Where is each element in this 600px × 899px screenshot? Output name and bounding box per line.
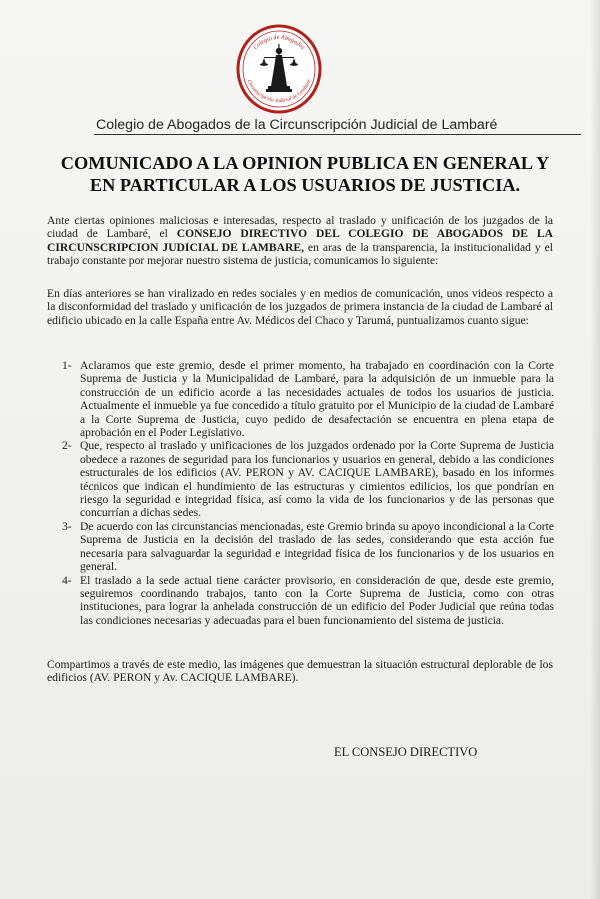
list-item-number: 2- bbox=[62, 439, 72, 453]
list-item-number: 4- bbox=[62, 573, 72, 587]
list-item-number: 1- bbox=[62, 359, 72, 372]
points-list bbox=[62, 359, 554, 627]
list-item-text: El traslado a la sede actual tiene carácter provisorio, en consideración de que, desde este gremio, seguiremos coordinando trabajos, tanto con la Corte Suprema de Justicia, como con otras instituciones, para lograr la anhelada construcción de un edificio del Poder Judicial que reúna todas las condiciones necesarias y adecuadas para el buen funcionamiento del sistema de justicia. bbox=[80, 573, 554, 627]
title-line-1: COMUNICADO A LA OPINION PUBLICA EN GENERAL Y bbox=[60, 153, 550, 173]
logo-text-bottom: Circunscripción Judicial de Lambaré bbox=[245, 78, 313, 105]
document-title bbox=[50, 152, 560, 196]
list-item-number: 3- bbox=[62, 519, 72, 533]
list-item bbox=[62, 520, 554, 574]
organization-name: Colegio de Abogados de la Circunscripción Judicial de Lambaré bbox=[96, 117, 498, 133]
list-item-text: Que, respecto al traslado y unificaciones de los juzgados ordenado por la Corte Suprema de Justicia obedece a razones de seguridad para los funcionarios y usuarios en general, debido a las condiciones estructurales de los edificios (AV. PERON y AV. CACIQUE LAMBARE), basado en los informes técnicos que indican el hundimiento de las estructuras y cimientos edilicios, los que pondrían en riesgo la seguridad e integridad física, así como la vida de los funcionarios y de las personas que concurrían a dichas sedes. bbox=[80, 439, 554, 520]
context-paragraph: En días anteriores se han viralizado en redes sociales y en medios de comunicación, unos videos respecto a la disconformidad del traslado y unificación de los juzgados de primera instancia de la ciudad de Lambaré al edificio ubicado en la calle España entre Av. Médicos del Chaco y Tarumá, puntualizamos cuanto sigue: bbox=[47, 287, 553, 327]
intro-text-end: en aras de la transparencia, la institucionalidad y el trabajo constante por mejorar nuestro sistema de justicia, comunicamos lo siguiente: bbox=[47, 240, 553, 268]
list-item-text: De acuerdo con las circunstancias mencionadas, este Gremio brinda su apoyo incondicional a la Corte Suprema de Justicia en la decisión del traslado de las sedes, considerando que esta acción fue necesaria para salvaguardar la seguridad e integridad física de los funcionarios y de los usuarios en general. bbox=[80, 519, 554, 574]
intro-paragraph bbox=[47, 214, 553, 268]
list-item-text: Aclaramos que este gremio, desde el primer momento, ha trabajado en coordinación con la Corte Suprema de Justicia y la Municipalidad de Lambaré, para la adquisición de un inmueble para la construcción de un edificio acorde a las necesidades actuales de todos los usuarios de justicia. Actualmente el inmueble ya fue concedido a título gratuito por el Municipio de la ciudad de Lambaré a la Corte Suprema de Justicia, cuyo pedido de desafectación se encuentra en plena etapa de aprobación en el Poder Legislativo. bbox=[80, 359, 554, 440]
colegio-abogados-seal-icon bbox=[236, 24, 322, 114]
logo-text-top: Colegio de Abogados bbox=[251, 33, 307, 52]
intro-bold-text: CONSEJO DIRECTIVO DEL COLEGIO DE ABOGADOS DE LA CIRCUNSCRIPCION JUDICIAL DE LAMBARE, bbox=[47, 227, 553, 254]
page-edge-shadow bbox=[590, 0, 600, 899]
header-divider bbox=[94, 134, 581, 135]
intro-text-start: Ante ciertas opiniones maliciosas e interesadas, respecto al traslado y unificación de los juzgados de la ciudad de Lambaré, el bbox=[47, 214, 553, 241]
list-item bbox=[62, 359, 554, 439]
title-line-2: EN PARTICULAR A LOS USUARIOS DE JUSTICIA. bbox=[89, 175, 521, 195]
closing-paragraph: Compartimos a través de este medio, las imágenes que demuestran la situación estructural deplorable de los edificios (AV. PERON y Av. CACIQUE LAMBARE). bbox=[47, 658, 553, 685]
signature: EL CONSEJO DIRECTIVO bbox=[334, 745, 478, 759]
list-item bbox=[62, 439, 554, 519]
list-item bbox=[62, 574, 554, 628]
